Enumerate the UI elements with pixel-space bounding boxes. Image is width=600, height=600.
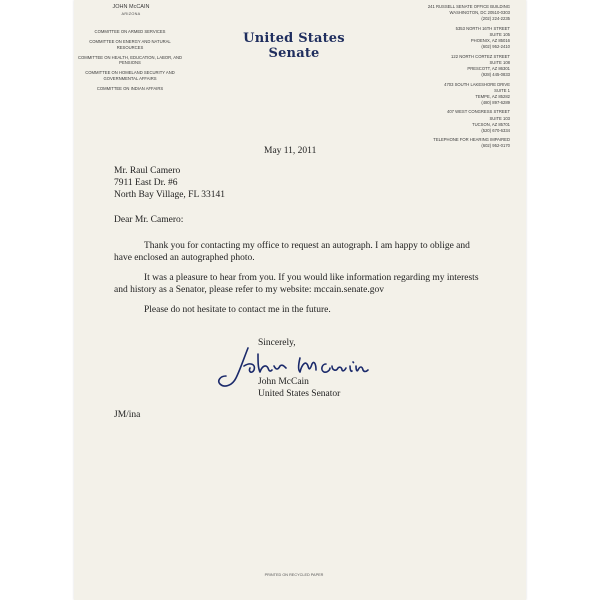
committee-list xyxy=(76,29,184,96)
office-line: PHOENIX, AZ 85016 xyxy=(470,37,510,43)
recipient-street: 7911 East Dr. #6 xyxy=(114,178,178,188)
committee-item: COMMITTEE ON ENERGY AND NATURAL RESOURCES xyxy=(89,39,171,50)
office-address xyxy=(408,137,510,149)
recipient-name: Mr. Raul Camero xyxy=(114,166,181,176)
office-line: SUITE 1 xyxy=(494,87,510,93)
committee-item: COMMITTEE ON HOMELAND SECURITY AND GOVERNMENTAL AFFAIRS xyxy=(85,70,175,81)
office-line: 122 NORTH CORTEZ STREET xyxy=(451,53,510,59)
office-address-list xyxy=(408,4,510,153)
office-address xyxy=(408,26,510,50)
office-line: SUITE 105 xyxy=(489,31,510,37)
office-line: SUITE 103 xyxy=(489,115,510,121)
office-address xyxy=(408,109,510,133)
office-line: (520) 670-6334 xyxy=(481,127,510,133)
committee-item: COMMITTEE ON ARMED SERVICES xyxy=(94,29,166,34)
office-line: TEMPE, AZ 85282 xyxy=(475,93,510,99)
office-address xyxy=(408,54,510,78)
sender-name: JOHN McCAIN xyxy=(112,4,150,10)
office-line: 4703 SOUTH LAKESHORE DRIVE xyxy=(444,81,510,87)
recipient-address xyxy=(114,165,225,201)
office-address xyxy=(408,4,510,22)
recipient-city: North Bay Village, FL 33141 xyxy=(114,190,226,200)
office-line: (202) 224-2235 xyxy=(481,16,510,22)
letter-page xyxy=(74,0,526,600)
closing: Sincerely, xyxy=(258,338,296,348)
letter-date: May 11, 2011 xyxy=(264,146,317,156)
office-line: TUCSON, AZ 85701 xyxy=(472,121,510,127)
body-paragraph: Please do not hesitate to contact me in the future. xyxy=(144,305,331,315)
office-line: 241 RUSSELL SENATE OFFICE BUILDING xyxy=(427,4,510,9)
office-line: SUITE 108 xyxy=(489,59,510,65)
office-line: TELEPHONE FOR HEARING IMPAIRED xyxy=(433,137,510,143)
committee-item: COMMITTEE ON HEALTH, EDUCATION, LABOR, AND PENSIONS xyxy=(77,54,183,65)
typist-initials: JM/ina xyxy=(114,410,141,420)
committee-item: COMMITTEE ON INDIAN AFFAIRS xyxy=(96,85,164,91)
office-address xyxy=(408,82,510,106)
office-line: (602) 952-0170 xyxy=(481,143,510,149)
signer-title: United States Senator xyxy=(258,389,341,399)
letterhead-title: United States Senate xyxy=(243,31,345,61)
office-line: 5353 NORTH 16TH STREET xyxy=(455,25,510,31)
office-line: (928) 445-0833 xyxy=(481,71,510,77)
office-line: (602) 952-2410 xyxy=(481,44,510,50)
salutation: Dear Mr. Camero: xyxy=(114,215,184,225)
sender-state: ARIZONA xyxy=(121,12,141,16)
office-line: (480) 897-6289 xyxy=(481,99,510,105)
office-line: PRESCOTT, AZ 86301 xyxy=(467,65,510,71)
signer-name: John McCain xyxy=(258,377,309,387)
signer-block xyxy=(258,376,340,400)
office-line: 407 WEST CONGRESS STREET xyxy=(447,109,510,115)
body-paragraph: It was a pleasure to hear from you. If you would like information regarding my interests and history as a Senator, please refer to my website: mccain.senate.gov xyxy=(114,273,479,295)
office-line: WASHINGTON, DC 20510-0303 xyxy=(449,10,510,16)
recycled-paper-note: PRINTED ON RECYCLED PAPER xyxy=(264,573,324,577)
body-paragraph: Thank you for contacting my office to request an autograph. I am happy to oblige and have enclosed an autographed photo. xyxy=(114,241,470,263)
